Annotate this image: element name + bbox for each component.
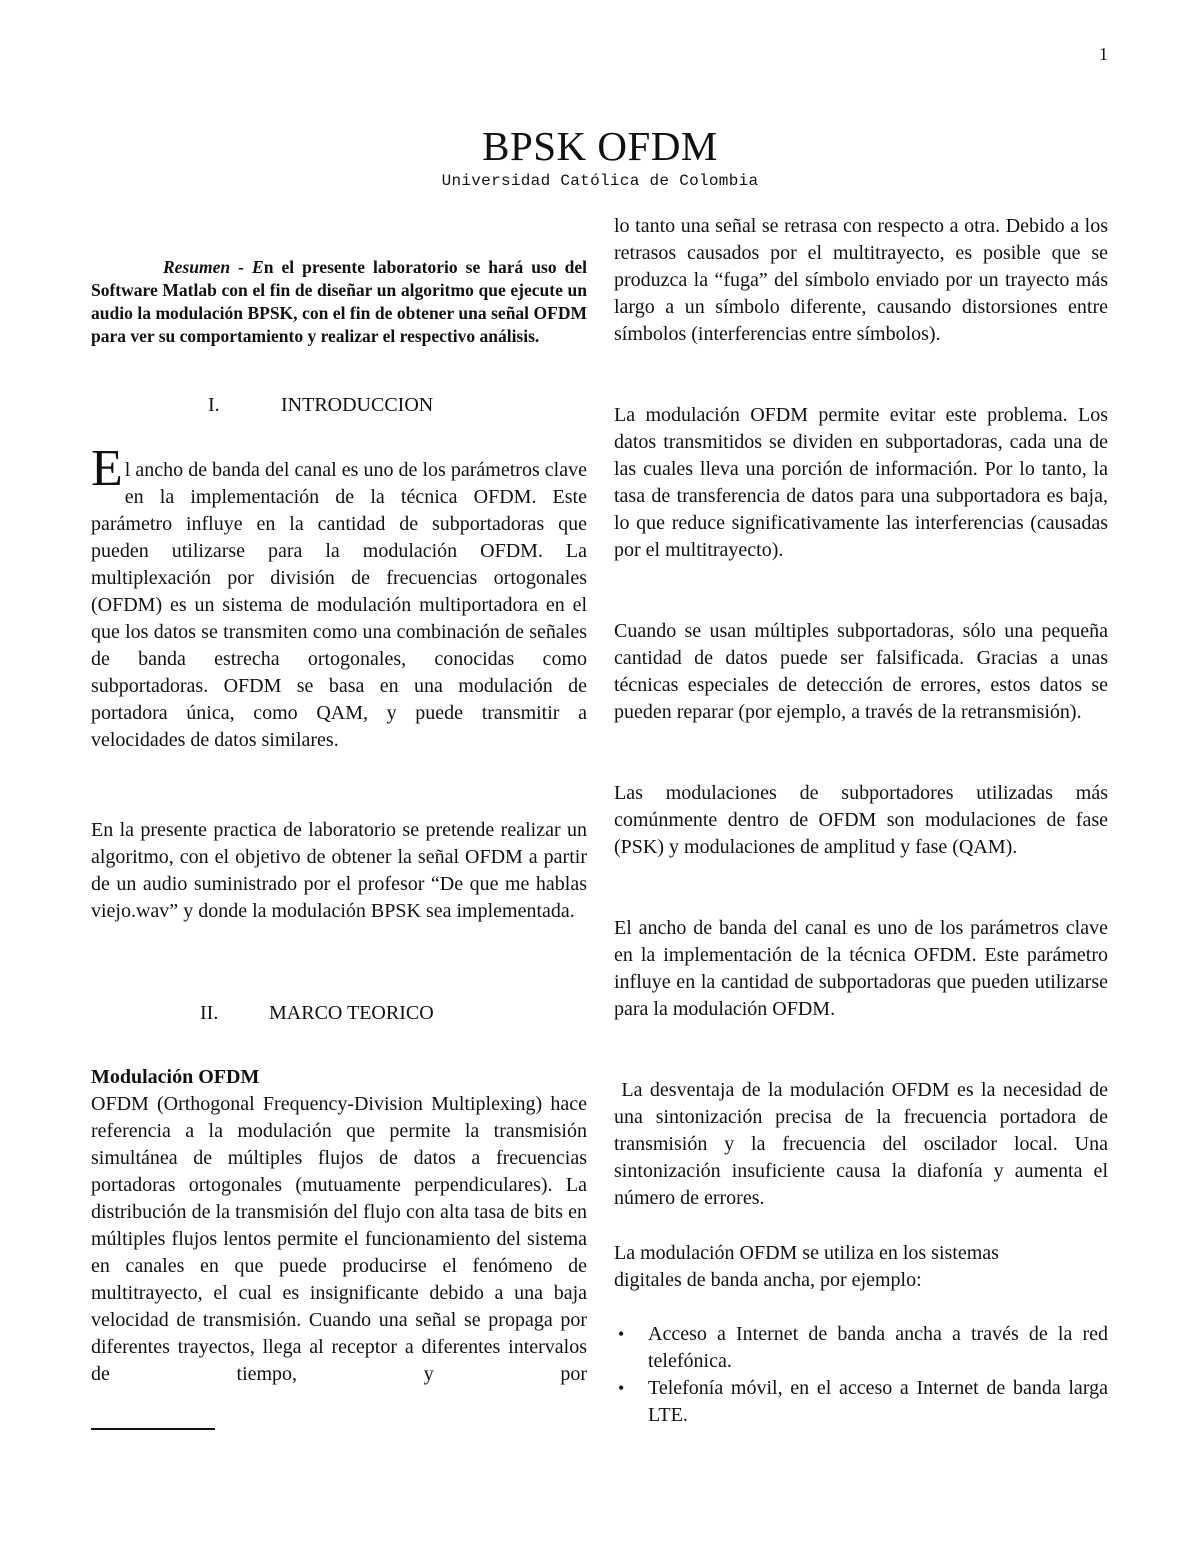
right-block-4	[614, 915, 1108, 1023]
abstract	[91, 256, 587, 348]
right-paragraph-3: Las modulaciones de subportadores utilizadas más comúnmente dentro de OFDM son modulaciones de fase (PSK) y modulaciones de amplitud y fase (QAM).	[614, 782, 1108, 858]
bullet-icon: •	[618, 1378, 625, 1398]
right-paragraph-0: lo tanto una señal se retrasa con respecto a otra. Debido a los retrasos causados por el multitrayecto, es posible que se produzca la “fuga” del símbolo enviado por un trayecto más largo a un símbolo diferente, causando distorsiones entre símbolos (interferencias entre símbolos).	[614, 215, 1108, 345]
intro-paragraph-1: E l ancho de banda del canal es uno de los parámetros clave en la implementación de la técnica OFDM. Este parámetro influye en la cantidad de subportadoras que pueden utilizarse para la modulación OFDM. La multiplexación por división de frecuencias ortogonales (OFDM) es un sistema de modulación multiportadora en el que los datos se transmiten como una combinación de señales de banda estrecha ortogonales, conocidas como subportadoras. OFDM se basa en una modulación de portadora única, como QAM, y puede transmitir a velocidades de datos similares.	[91, 440, 587, 751]
bullet-icon: •	[618, 1324, 625, 1344]
abstract-lead: Resumen -	[163, 257, 252, 277]
subheading: Modulación OFDM	[91, 1066, 260, 1088]
bullet-list	[614, 1321, 1108, 1429]
marco-paragraph-1: OFDM (Orthogonal Frequency-Division Multiplexing) hace referencia a la modulación que permite la transmisión simultánea de múltiples flujos de datos a frecuencias portadoras ortogonales (mutuamente perpendiculares). La distribución de la transmisión del flujo con alta tasa de bits en múltiples flujos lentos permite el funcionamiento del sistema en canales en que puede producirse el fenómeno de multitrayecto, el cual es insignificante debido a una baja velocidad de transmisión. Cuando una señal se propaga por diferentes trayectos, llega al receptor a diferentes intervalos de tiempo, y por	[91, 1093, 587, 1385]
right-block-3	[614, 780, 1108, 861]
abstract-text: n el presente laboratorio se hará uso del Software Matlab con el fin de diseñar un algoritmo que ejecute un audio la modulación BPSK, con el fin de obtener una señal OFDM para ver su comportamiento y realizar el respectivo análisis.	[91, 257, 587, 346]
bullet-block	[614, 1321, 1108, 1429]
abstract-initial: E	[252, 257, 264, 277]
page-number: 1	[1099, 44, 1108, 64]
right-paragraph-6-line-2: digitales de banda ancha, por ejemplo:	[614, 1269, 922, 1291]
right-paragraph-6-line-1: La modulación OFDM se utiliza en los sistemas	[614, 1242, 999, 1264]
right-paragraph-1: La modulación OFDM permite evitar este problema. Los datos transmitidos se dividen en subportadoras, cada una de las cuales lleva una porción de información. Por lo tanto, la tasa de transferencia de datos para una subportadora es baja, lo que reduce significativamente las interferencias (causadas por el multitrayecto).	[614, 404, 1108, 561]
list-item: • Acceso a Internet de banda ancha a través de la red telefónica.	[618, 1323, 1108, 1372]
author-affiliation: Universidad Católica de Colombia	[441, 172, 759, 190]
right-paragraph-5: La desventaja de la modulación OFDM es la necesidad de una sintonización precisa de la frecuencia portadora de transmisión y la frecuencia del oscilador local. Una sintonización insuficiente causa la diafonía y aumenta el número de errores.	[614, 1079, 1114, 1209]
right-column	[614, 213, 1108, 348]
intro-paragraph-2: En la presente practica de laboratorio se pretende realizar un algoritmo, con el objetivo de obtener la señal OFDM a partir de un audio suministrado por el profesor “De que me hablas viejo.wav” y donde la modulación BPSK sea implementada.	[91, 819, 587, 922]
right-block-6	[614, 1240, 1108, 1294]
list-item: • Telefonía móvil, en el acceso a Internet de banda larga LTE.	[618, 1377, 1108, 1426]
section-number: I.	[208, 394, 220, 416]
right-block-5	[614, 1077, 1114, 1212]
section-number: II.	[200, 1002, 219, 1024]
right-block-1	[614, 402, 1108, 564]
footnote-rule	[91, 1428, 215, 1430]
section-title: INTRODUCCION	[281, 394, 434, 416]
right-block-2	[614, 618, 1108, 726]
drop-cap: E	[91, 440, 123, 497]
paper-title: BPSK OFDM	[482, 123, 718, 169]
intro-block-2	[91, 817, 587, 925]
marco-block	[91, 1064, 587, 1388]
section-title: MARCO TEORICO	[269, 1002, 434, 1024]
right-paragraph-4: El ancho de banda del canal es uno de los parámetros clave en la implementación de la técnica OFDM. Este parámetro influye en la cantidad de subportadoras que pueden utilizarse para la modulación OFDM.	[614, 917, 1108, 1020]
intro-block	[91, 440, 587, 754]
right-paragraph-2: Cuando se usan múltiples subportadoras, sólo una pequeña cantidad de datos puede ser falsificada. Gracias a unas técnicas especiales de detección de errores, estos datos se pueden reparar (por ejemplo, a través de la retransmisión).	[614, 620, 1108, 723]
